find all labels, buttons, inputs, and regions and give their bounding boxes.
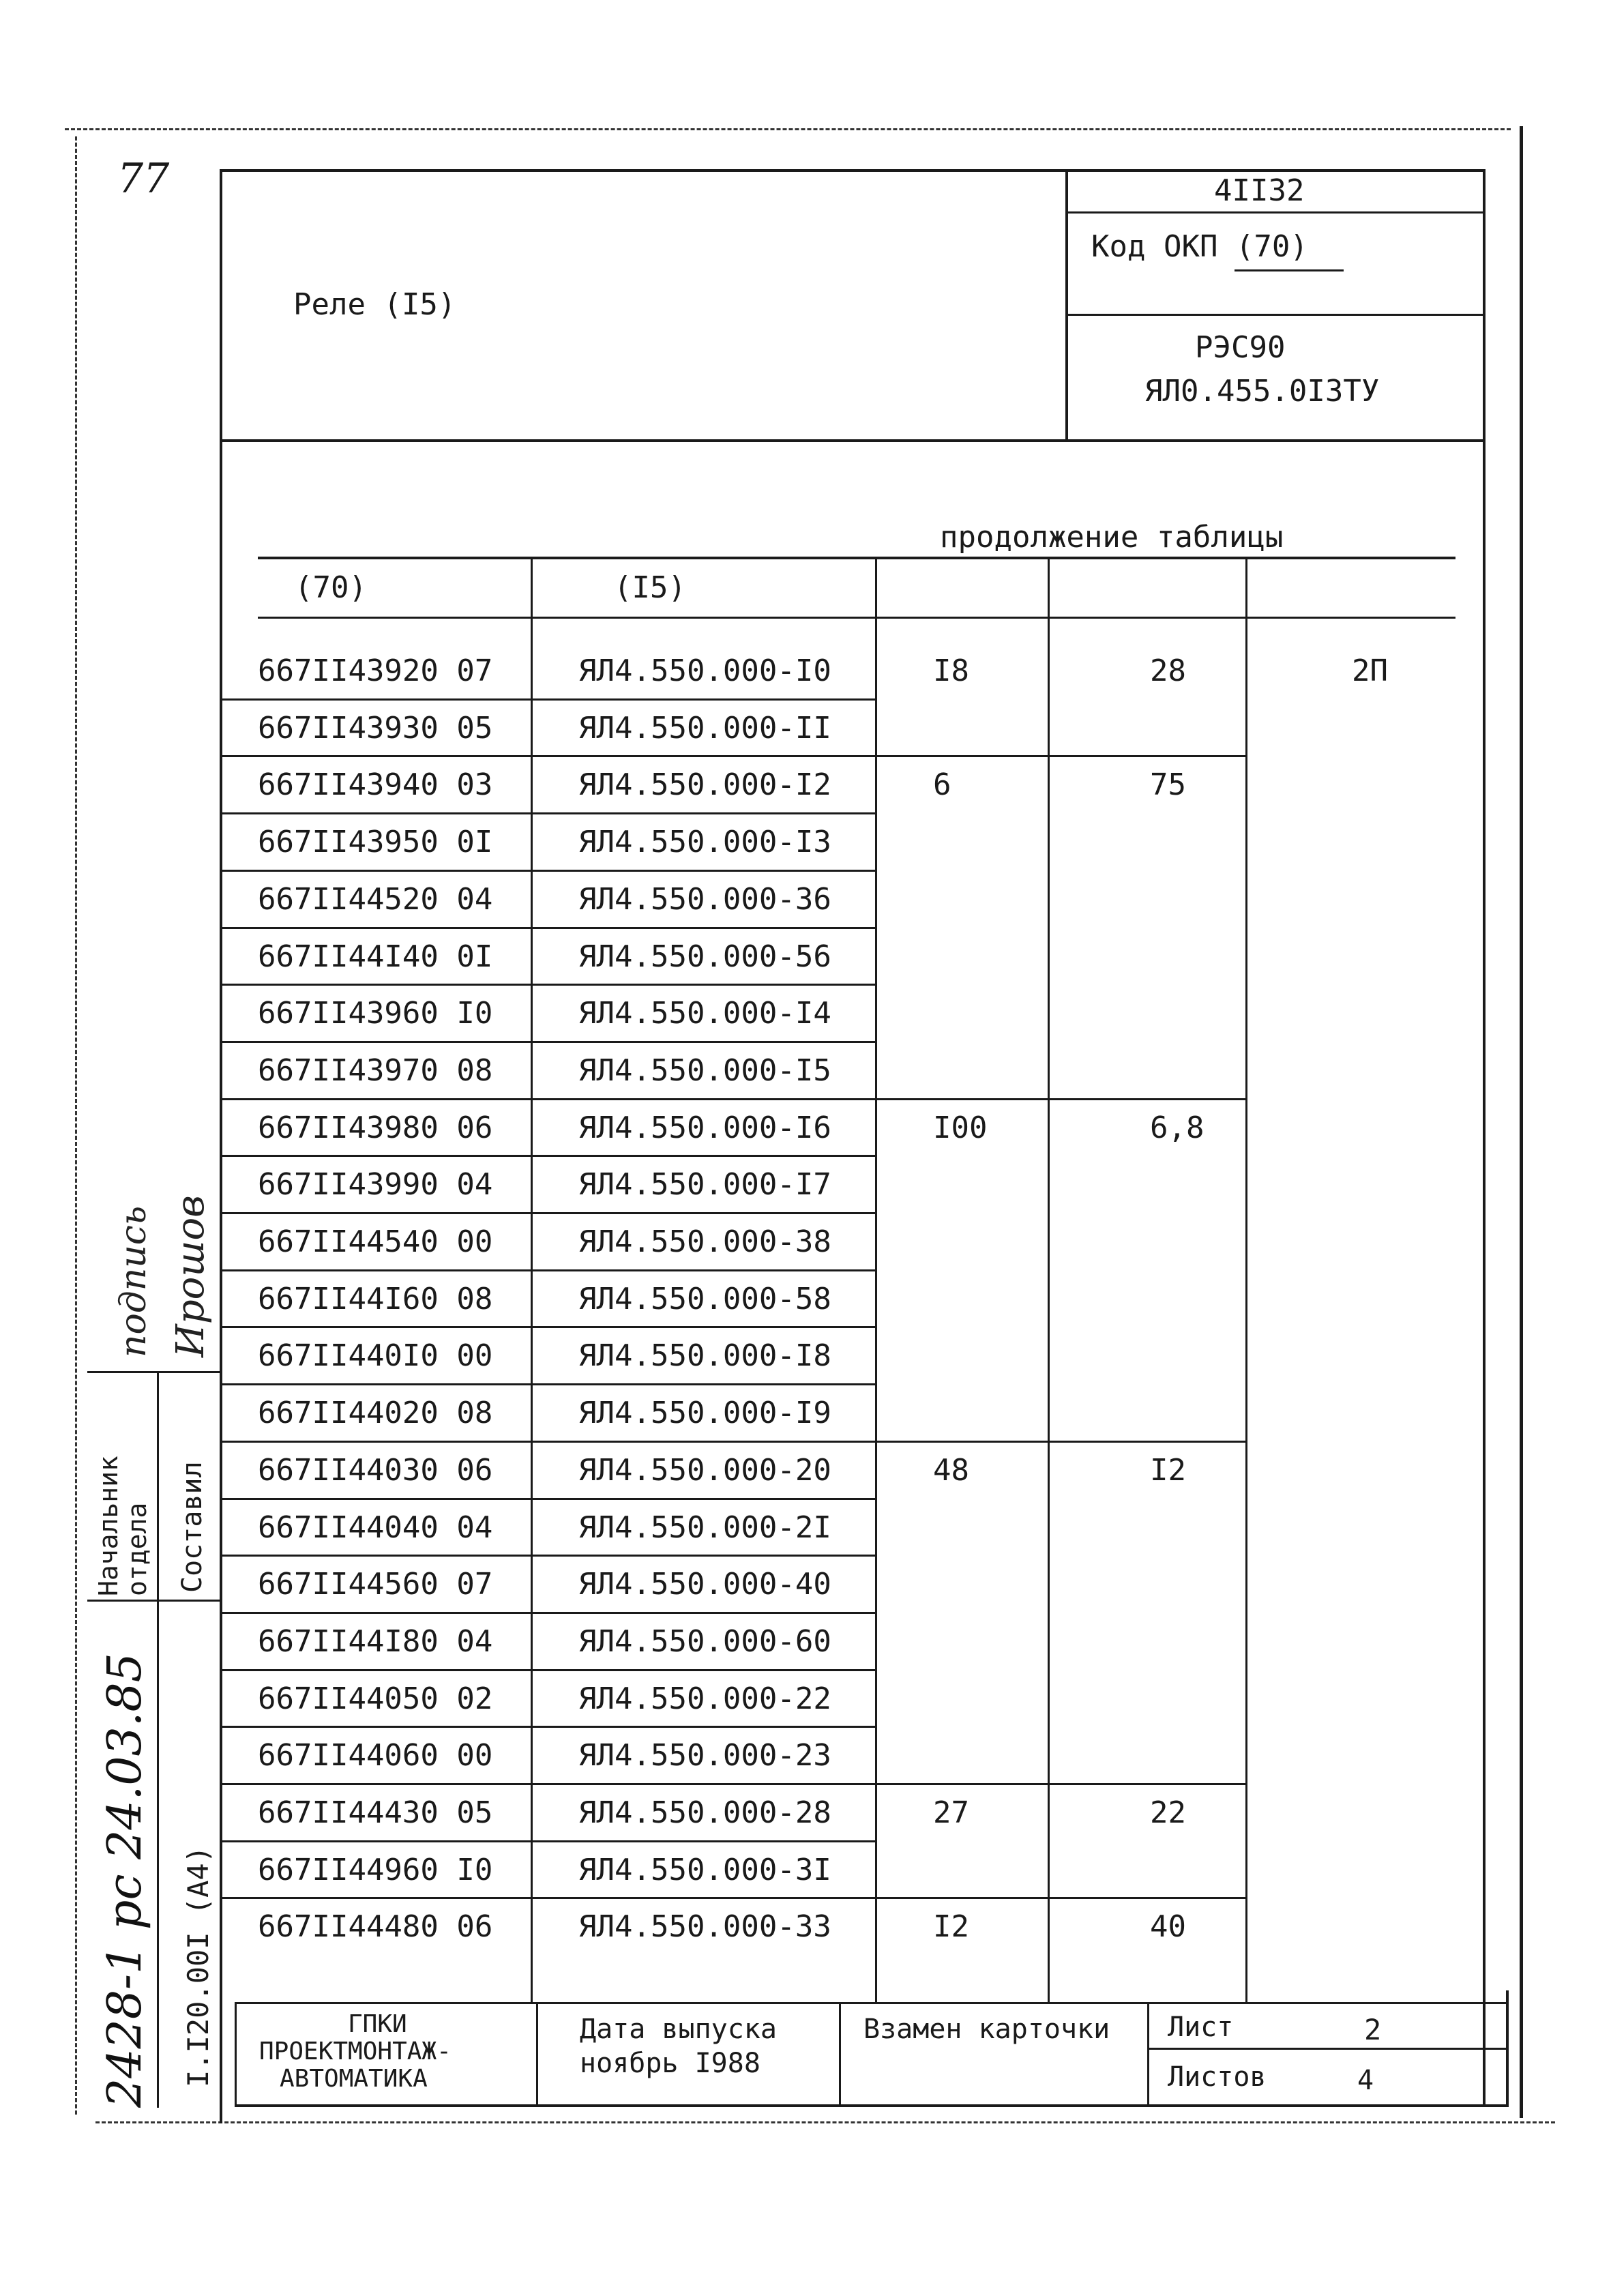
header-divider — [1065, 169, 1068, 441]
header-right-sep2 — [1065, 314, 1486, 316]
footer-bottom — [235, 2104, 1509, 2107]
table-row-separator — [222, 1726, 875, 1728]
table-cell-okp: 667II44520 04 — [258, 881, 493, 917]
outer-border-top — [65, 128, 1511, 130]
table-cell-designation: ЯЛ4.550.000-I8 — [578, 1338, 831, 1374]
table-cell-designation: ЯЛ4.550.000-33 — [578, 1909, 831, 1945]
frame-right — [1483, 169, 1486, 2106]
table-cell-designation: ЯЛ4.550.000-60 — [578, 1623, 831, 1659]
table-cell-okp: 667II44050 02 — [258, 1681, 493, 1716]
table-header-top — [258, 557, 1455, 559]
header-bottom — [220, 439, 1486, 442]
table-cell-okp: 667II44040 04 — [258, 1510, 493, 1545]
table-cell-designation: ЯЛ4.550.000-2I — [578, 1510, 831, 1545]
table-row-separator — [222, 927, 875, 929]
table-row-separator — [222, 1155, 875, 1157]
table-cell-designation: ЯЛ4.550.000-28 — [578, 1795, 831, 1830]
table-cell-designation: ЯЛ4.550.000-23 — [578, 1738, 831, 1773]
table-cell-group-col4: 75 — [1150, 767, 1186, 803]
table-row-separator — [222, 984, 875, 986]
table-cell-designation: ЯЛ4.550.000-I3 — [578, 825, 831, 860]
table-cell-designation: ЯЛ4.550.000-40 — [578, 1567, 831, 1602]
compiled-by-label: Составил — [177, 1461, 208, 1593]
sheets-total: 4 — [1357, 2065, 1374, 2096]
table-cell-designation: ЯЛ4.550.000-I9 — [578, 1396, 831, 1431]
relay-type: РЭС90 — [1195, 330, 1286, 365]
table-cell-okp: 667II43930 05 — [258, 710, 493, 746]
table-cell-group-col3: I8 — [933, 653, 969, 688]
table-cell-group-col5: 2П — [1352, 653, 1388, 688]
table-cell-okp: 667II44560 07 — [258, 1567, 493, 1602]
table-row-separator — [222, 1269, 875, 1271]
table-row-separator — [222, 1840, 875, 1842]
table-row-separator — [222, 1555, 875, 1557]
table-cell-designation: ЯЛ4.550.000-22 — [578, 1681, 831, 1716]
table-cell-okp: 667II44480 06 — [258, 1909, 493, 1945]
table-cell-okp: 667II44020 08 — [258, 1396, 493, 1431]
table-row-separator — [222, 1212, 875, 1214]
group-code: 4II32 — [1214, 173, 1305, 208]
head-of-department-label: Начальник отдела — [93, 1456, 152, 1596]
outer-border-right — [1520, 126, 1523, 2118]
table-cell-okp: 667II44430 05 — [258, 1795, 493, 1830]
footer-top — [235, 2002, 1509, 2004]
table-cell-okp: 667II440I0 00 — [258, 1338, 493, 1374]
table-cell-group-col3: 48 — [933, 1452, 969, 1488]
table-col-line-3 — [1048, 558, 1050, 2004]
table-cell-group-col4: 22 — [1150, 1795, 1186, 1830]
table-row-separator — [222, 1098, 1246, 1100]
table-row-separator — [222, 1383, 875, 1385]
organization-line-3: АВТОМАТИКА — [280, 2065, 428, 2093]
table-cell-group-col3: I00 — [933, 1110, 988, 1145]
table-row-separator — [222, 1669, 875, 1671]
table-cell-group-col4: 6,8 — [1150, 1110, 1204, 1145]
table-col-line-2 — [875, 558, 877, 2004]
sheet-number: 2 — [1364, 2013, 1382, 2046]
document-reference: I.I20.00I (A4) — [181, 1845, 215, 2087]
table-row-separator — [222, 812, 875, 814]
table-cell-designation: ЯЛ4.550.000-II — [578, 710, 831, 746]
table-cell-okp: 667II43970 08 — [258, 1053, 493, 1088]
footer-sheet-sep — [1147, 2048, 1509, 2050]
table-cell-group-col3: 6 — [933, 767, 951, 803]
outer-border-bottom — [95, 2121, 1555, 2123]
organization-line-2: ПРОЕКТМОНТАЖ- — [259, 2037, 452, 2065]
table-cell-okp: 667II43940 03 — [258, 767, 493, 803]
footer-sep-3 — [1147, 2002, 1149, 2106]
table-cell-okp: 667II44I80 04 — [258, 1623, 493, 1659]
table-cell-designation: ЯЛ4.550.000-I2 — [578, 767, 831, 803]
outer-border-left — [75, 136, 77, 2115]
table-col-line-1 — [531, 558, 533, 2004]
table-cell-designation: ЯЛ4.550.000-56 — [578, 939, 831, 974]
table-row-separator — [222, 755, 1246, 757]
sheet-label: Лист — [1168, 2012, 1234, 2043]
handwritten-page-number: 77 — [117, 155, 170, 203]
table-row-separator — [222, 870, 875, 872]
table-cell-okp: 667II43920 07 — [258, 653, 493, 688]
table-row-separator — [222, 698, 875, 701]
stamp-row-line-2 — [87, 1600, 221, 1602]
stamp-row-line-1 — [87, 1371, 221, 1373]
table-row-separator — [222, 1441, 1246, 1443]
table-cell-okp: 667II44540 00 — [258, 1224, 493, 1259]
organization-line-1: ГПКИ — [348, 2010, 407, 2038]
table-row-separator — [222, 1897, 1246, 1899]
table-cell-designation: ЯЛ4.550.000-20 — [578, 1452, 831, 1488]
table-cell-okp: 667II44060 00 — [258, 1738, 493, 1773]
specification-number: ЯЛ0.455.0I3ТУ — [1144, 374, 1380, 409]
document-title: Реле (I5) — [293, 287, 456, 322]
table-cell-okp: 667II43960 I0 — [258, 996, 493, 1031]
table-caption: продолжение таблицы — [940, 520, 1284, 555]
table-cell-designation: ЯЛ4.550.000-3I — [578, 1852, 831, 1887]
issue-date-label: Дата выпуска — [580, 2014, 777, 2045]
table-cell-okp: 667II44I40 0I — [258, 939, 493, 974]
table-cell-designation: ЯЛ4.550.000-I6 — [578, 1110, 831, 1145]
table-cell-okp: 667II44I60 08 — [258, 1281, 493, 1316]
table-cell-designation: ЯЛ4.550.000-I0 — [578, 653, 831, 688]
handwritten-registration-date: 2428-1 рс 24.03.85 — [98, 1653, 152, 2108]
table-cell-designation: ЯЛ4.550.000-I5 — [578, 1053, 831, 1088]
table-cell-okp: 667II44030 06 — [258, 1452, 493, 1488]
okp-code-label: Код ОКП (70) — [1091, 229, 1308, 264]
table-cell-designation: ЯЛ4.550.000-I4 — [578, 996, 831, 1031]
table-cell-okp: 667II43950 0I — [258, 825, 493, 860]
table-cell-group-col3: I2 — [933, 1909, 969, 1945]
issue-date-value: ноябрь I988 — [580, 2048, 760, 2079]
sheets-label: Листов — [1168, 2061, 1267, 2093]
frame-top — [220, 169, 1486, 172]
table-cell-group-col4: I2 — [1150, 1452, 1186, 1488]
table-cell-okp: 667II43990 04 — [258, 1167, 493, 1203]
table-cell-okp: 667II44960 I0 — [258, 1852, 493, 1887]
signature-compiled: Ирошов — [168, 1195, 213, 1357]
table-cell-designation: ЯЛ4.550.000-58 — [578, 1281, 831, 1316]
table-row-separator — [222, 1783, 1246, 1785]
footer-left — [235, 2002, 237, 2106]
table-cell-designation: ЯЛ4.550.000-38 — [578, 1224, 831, 1259]
table-row-separator — [222, 1041, 875, 1043]
table-cell-designation: ЯЛ4.550.000-36 — [578, 881, 831, 917]
table-cell-group-col3: 27 — [933, 1795, 969, 1830]
header-right-sep1 — [1065, 211, 1486, 214]
replaces-card-label: Взамен карточки — [863, 2014, 1110, 2045]
table-row-separator — [222, 1612, 875, 1614]
column-header-designation: (I5) — [614, 570, 686, 605]
signature-head: подпись — [113, 1205, 154, 1357]
table-cell-designation: ЯЛ4.550.000-I7 — [578, 1167, 831, 1203]
footer-sep-1 — [536, 2002, 538, 2106]
table-row-separator — [222, 1326, 875, 1328]
table-header-bottom — [258, 617, 1455, 619]
table-row-separator — [222, 1498, 875, 1500]
footer-sep-2 — [839, 2002, 841, 2106]
table-cell-okp: 667II43980 06 — [258, 1110, 493, 1145]
column-header-okp: (70) — [295, 570, 367, 605]
okp-underline — [1235, 269, 1344, 271]
table-cell-group-col4: 28 — [1150, 653, 1186, 688]
stamp-col-line — [157, 1371, 159, 2108]
frame-left — [220, 169, 222, 2123]
table-cell-group-col4: 40 — [1150, 1909, 1186, 1945]
table-col-line-4 — [1245, 558, 1247, 2004]
